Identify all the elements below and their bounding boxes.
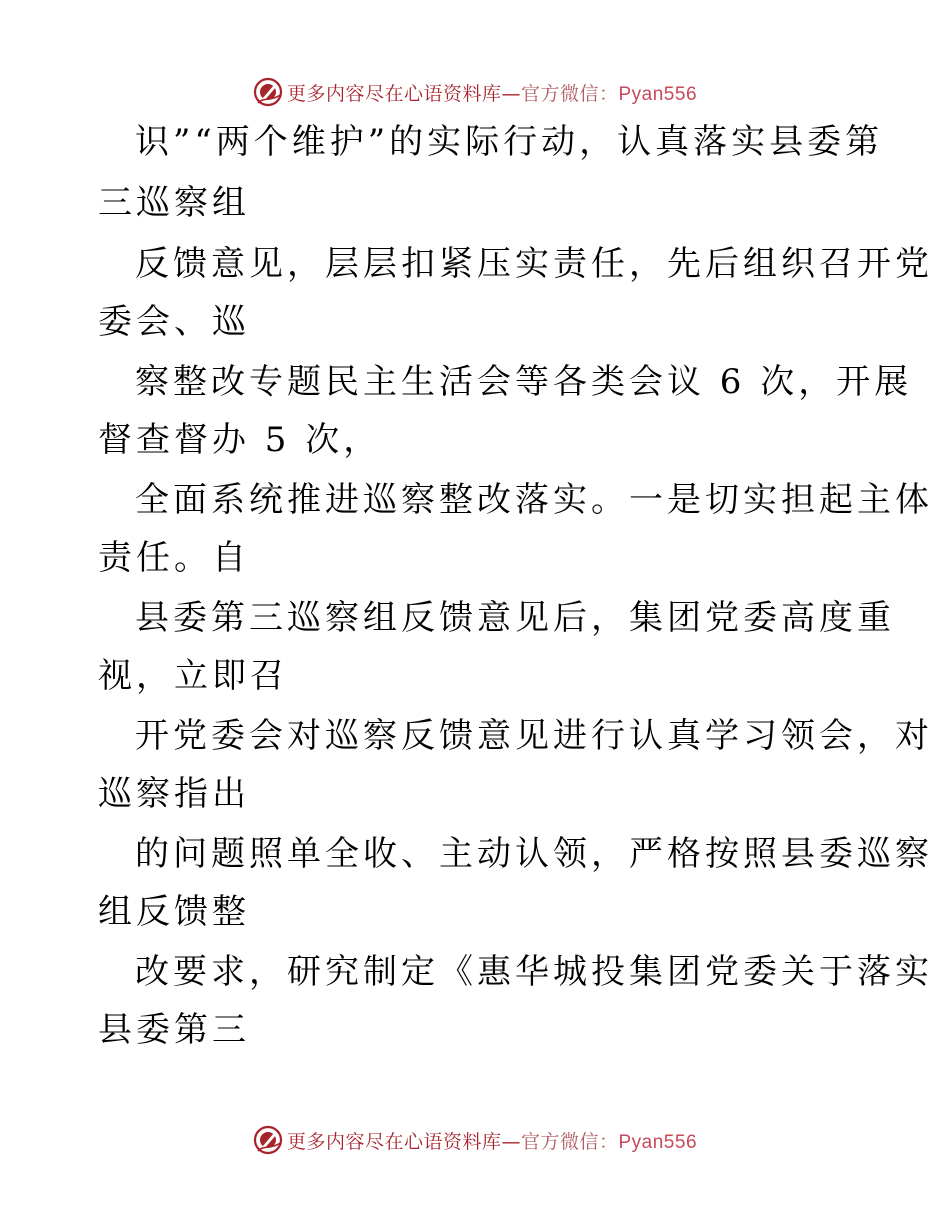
body-line: 改要求，研究制定《惠华城投集团党委关于落实 — [135, 952, 933, 992]
header-banner-text — [287, 79, 697, 106]
site-text: 更多内容尽在心语资料库 — [286, 82, 502, 105]
wechat-id: Pyan556 — [618, 83, 698, 105]
body-line: 察整改专题民主生活会等各类会议 6 次，开展 — [135, 362, 913, 402]
body-line: 的问题照单全收、主动认领，严格按照县委巡察 — [135, 834, 933, 874]
banner-dash: — — [501, 82, 521, 105]
body-line: 全面系统推进巡察整改落实。一是切实担起主体 — [135, 480, 933, 520]
wechat-label: 官方微信： — [520, 1130, 619, 1153]
body-line: 督查督办 5 次， — [98, 420, 382, 460]
body-line: 识”“两个维护”的实际行动，认真落实县委第 — [135, 122, 884, 162]
header-banner — [0, 72, 950, 112]
wechat-label: 官方微信： — [520, 82, 619, 105]
body-line: 县委第三巡察组反馈意见后，集团党委高度重 — [135, 598, 895, 638]
body-line: 委会、巡 — [98, 302, 250, 342]
pen-seal-logo-icon — [253, 77, 283, 107]
site-text: 更多内容尽在心语资料库 — [286, 1130, 502, 1153]
wechat-id: Pyan556 — [618, 1131, 698, 1153]
body-line: 组反馈整 — [98, 892, 250, 932]
body-line: 责任。自 — [98, 538, 250, 578]
pen-seal-logo-icon — [253, 1125, 283, 1155]
body-line: 视，立即召 — [98, 656, 288, 696]
body-line: 巡察指出 — [98, 774, 250, 814]
footer-banner-text — [287, 1127, 697, 1154]
body-line: 三巡察组 — [98, 183, 250, 223]
body-line: 反馈意见，层层扣紧压实责任，先后组织召开党 — [135, 244, 933, 284]
body-line: 县委第三 — [98, 1010, 250, 1050]
banner-dash: — — [501, 1130, 521, 1153]
body-line: 开党委会对巡察反馈意见进行认真学习领会，对 — [135, 716, 933, 756]
footer-banner — [0, 1120, 950, 1160]
